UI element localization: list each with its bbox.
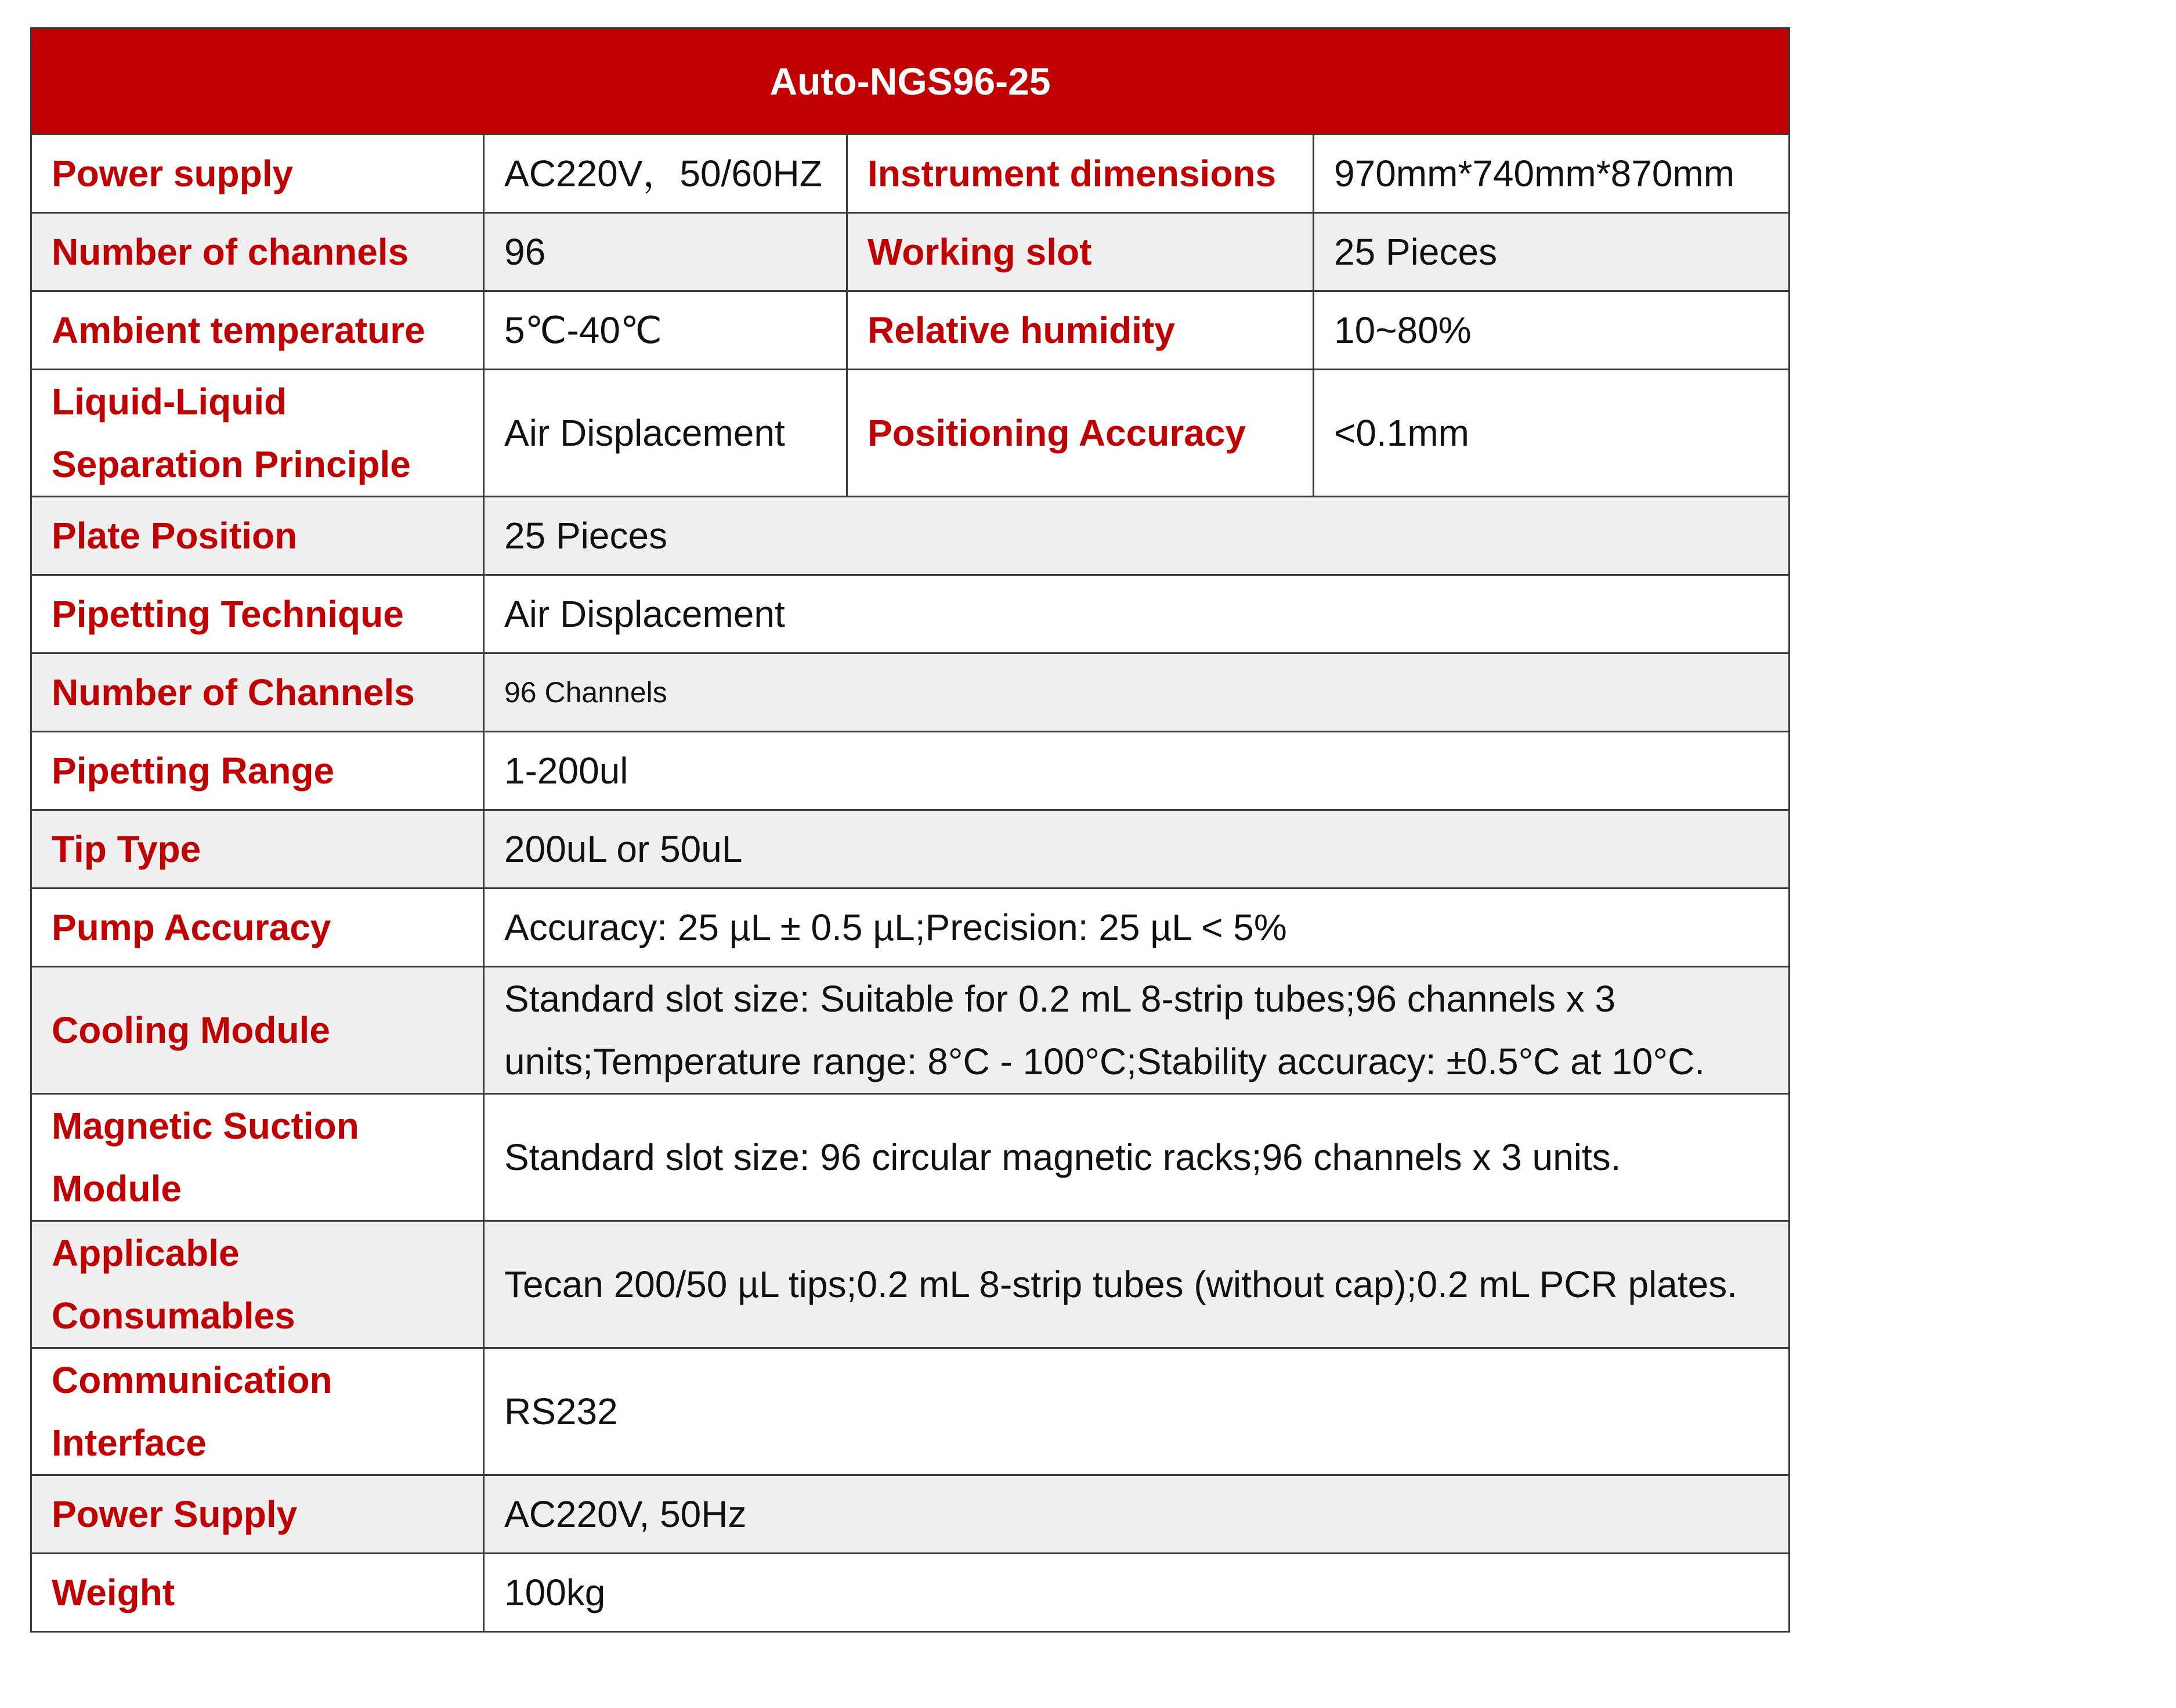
spec-value: 10~80% — [1314, 291, 1790, 370]
spec-label: Applicable Consumables — [31, 1221, 484, 1348]
spec-value: Standard slot size: Suitable for 0.2 mL 8-strip tubes;96 channels x 3 units;Temperature range: 8°C - 100°C;Stability accuracy: ±0.5°C at 10°C. — [484, 967, 1790, 1094]
table-row — [31, 213, 1790, 291]
spec-label: Power supply — [31, 135, 484, 213]
spec-label: Power Supply — [31, 1475, 484, 1554]
spec-value: 96 — [484, 213, 847, 291]
spec-value: Accuracy: 25 µL ± 0.5 µL;Precision: 25 µL < 5% — [484, 889, 1790, 967]
spec-label: Pipetting Range — [31, 732, 484, 810]
table-row — [31, 135, 1790, 213]
spec-value: 25 Pieces — [1314, 213, 1790, 291]
spec-label: Number of Channels — [31, 653, 484, 732]
spec-value: 96 Channels — [484, 653, 1790, 732]
spec-value: Air Displacement — [484, 370, 847, 497]
spec-value: <0.1mm — [1314, 370, 1790, 497]
spec-value: AC220V，50/60HZ — [484, 135, 847, 213]
spec-label: Number of channels — [31, 213, 484, 291]
table-row — [31, 291, 1790, 370]
spec-label: Positioning Accuracy — [847, 370, 1314, 497]
spec-label: Working slot — [847, 213, 1314, 291]
spec-value: RS232 — [484, 1348, 1790, 1475]
table-row — [31, 653, 1790, 732]
spec-label: Weight — [31, 1554, 484, 1632]
table-row — [31, 1221, 1790, 1348]
table-title: Auto-NGS96-25 — [31, 28, 1790, 135]
spec-label: Instrument dimensions — [847, 135, 1314, 213]
spec-value: 100kg — [484, 1554, 1790, 1632]
table-row — [31, 1475, 1790, 1554]
spec-label: Ambient temperature — [31, 291, 484, 370]
table-row — [31, 1348, 1790, 1475]
spec-value: 5℃-40℃ — [484, 291, 847, 370]
table-row — [31, 967, 1790, 1094]
spec-label: Pipetting Technique — [31, 575, 484, 653]
spec-table — [30, 27, 1790, 1633]
table-row — [31, 1554, 1790, 1632]
table-row — [31, 497, 1790, 575]
spec-label: Pump Accuracy — [31, 889, 484, 967]
spec-value: 200uL or 50uL — [484, 810, 1790, 889]
spec-value: Air Displacement — [484, 575, 1790, 653]
table-row — [31, 810, 1790, 889]
spec-value: AC220V, 50Hz — [484, 1475, 1790, 1554]
table-row — [31, 1094, 1790, 1221]
title-row — [31, 28, 1790, 135]
spec-value: 25 Pieces — [484, 497, 1790, 575]
spec-label: Cooling Module — [31, 967, 484, 1094]
spec-value: Standard slot size: 96 circular magnetic racks;96 channels x 3 units. — [484, 1094, 1790, 1221]
table-row — [31, 575, 1790, 653]
spec-label: Plate Position — [31, 497, 484, 575]
spec-value: Tecan 200/50 µL tips;0.2 mL 8-strip tubes (without cap);0.2 mL PCR plates. — [484, 1221, 1790, 1348]
spec-label: Tip Type — [31, 810, 484, 889]
table-row — [31, 889, 1790, 967]
spec-label: Magnetic Suction Module — [31, 1094, 484, 1221]
spec-label: Liquid-Liquid Separation Principle — [31, 370, 484, 497]
spec-value: 1-200ul — [484, 732, 1790, 810]
table-row — [31, 732, 1790, 810]
spec-label: Communication Interface — [31, 1348, 484, 1475]
table-row — [31, 370, 1790, 497]
spec-value: 970mm*740mm*870mm — [1314, 135, 1790, 213]
spec-label: Relative humidity — [847, 291, 1314, 370]
